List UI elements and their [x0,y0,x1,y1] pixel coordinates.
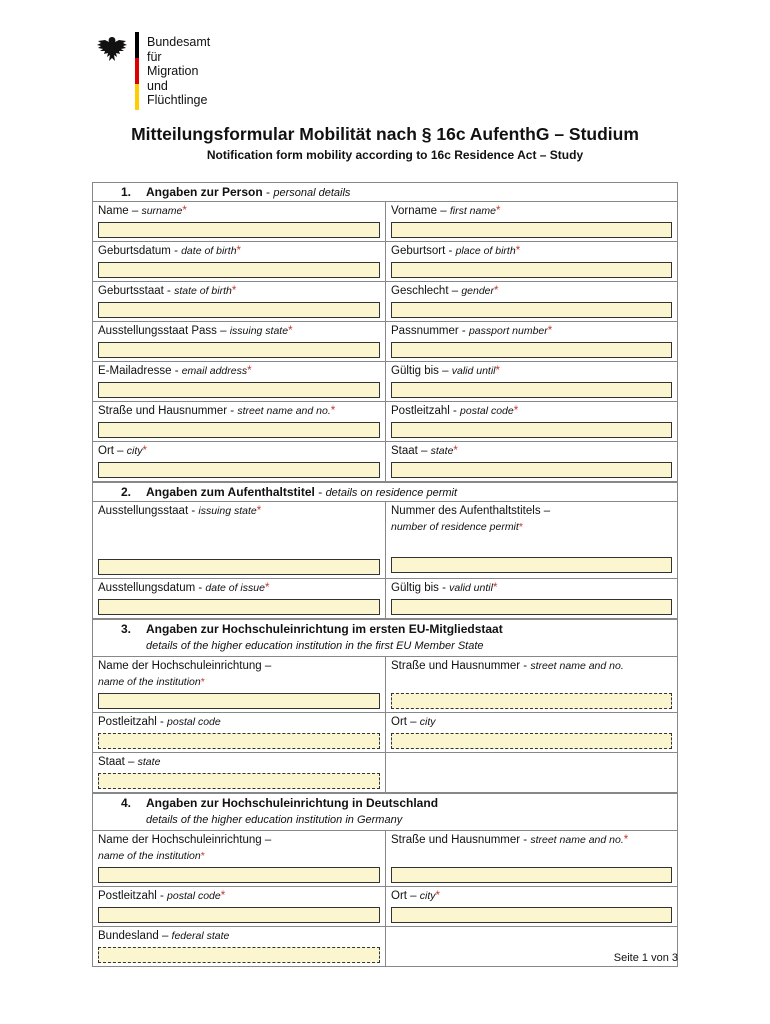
label-en: postal code [167,890,221,902]
label-de: Straße und Hausnummer - [391,834,531,846]
rp-valid-input[interactable] [391,599,672,615]
required-mark: * [220,890,226,902]
eu-city-input[interactable] [391,733,672,749]
de-federal-input[interactable] [98,947,380,963]
surname-label [98,204,380,219]
de-city-label [391,889,672,904]
eu-state-input[interactable] [98,773,380,789]
required-mark: * [256,505,262,517]
label-de: Ort – [391,716,420,728]
page-title: Mitteilungsformular Mobilität nach § 16c AufenthG – Studium [131,124,639,144]
logo-line-2: für Migration [147,49,199,78]
label-de: Postleitzahl - [98,890,168,902]
pass-number-input[interactable] [391,342,672,358]
label-de: Geburtsort - [391,245,456,257]
de-postal-input[interactable] [98,907,380,923]
rp-number-label-en [391,519,672,535]
street-label [98,404,380,419]
street-input[interactable] [98,422,380,438]
required-mark: * [513,405,519,417]
de-federal-label [98,929,380,944]
section-title-de: Angaben zur Hochschuleinrichtung im ersten EU-Mitgliedstaat [146,622,503,636]
label-en: passport number [468,325,548,337]
email-label [98,364,380,379]
rp-valid-label [391,581,672,596]
section-title-en: details of the higher education institution in the first EU Member State [146,640,484,652]
postal-label [391,404,672,419]
required-mark: * [288,325,293,337]
required-mark: * [200,676,205,688]
eu-street-label [391,659,672,674]
section-title [146,485,457,499]
rp-number-input[interactable] [391,557,672,573]
valid-until-label [391,364,672,379]
label-de: E-Mailadresse - [98,365,182,377]
eu-inst-label: Name der Hochschuleinrichtung – [98,660,272,672]
de-city-cell [386,887,677,926]
section-number: 4. [121,796,132,810]
required-mark: * [494,285,499,297]
label-de: Geburtsstaat - [98,285,175,297]
rp-issue-label [98,581,380,596]
rp-valid-cell [386,579,677,618]
label-en: first name [449,205,496,217]
label-de: Gültig bis - [391,582,450,594]
required-mark: * [142,445,147,457]
de-street-cell [386,831,677,886]
label-en: city [419,716,436,728]
label-de: Postleitzahl - [391,405,461,417]
label-en: email address [181,365,248,377]
label-en: date of birth [181,245,237,257]
de-inst-cell [93,831,386,886]
label-en: city [126,445,143,457]
eu-state-cell [93,753,386,792]
page-number: Seite 1 von 3 [613,952,678,964]
section-title-en: details of the higher education institution in Germany [146,814,403,826]
birth-place-input[interactable] [391,262,672,278]
required-mark: * [495,365,500,377]
section-title [146,796,438,810]
label-en: state of birth [174,285,232,297]
label-en: street name and no. [237,405,331,417]
separator: - [314,485,326,499]
city-input[interactable] [98,462,380,478]
form-row [93,887,677,927]
gender-label [391,284,672,299]
label-en: date of issue [205,582,265,594]
eu-street-input[interactable] [391,693,672,709]
form-row [93,402,677,442]
form-row [93,282,677,322]
label-de: Ort – [98,445,127,457]
city-label [98,444,380,459]
section-number: 3. [121,622,132,636]
section-2-header [93,482,677,502]
rp-state-cell [93,502,386,578]
eu-inst-input[interactable] [98,693,380,709]
first-name-label [391,204,672,219]
required-mark: * [623,834,629,846]
section-title-de: Angaben zur Hochschuleinrichtung in Deutschland [146,796,439,810]
label-en: state [430,445,454,457]
label-en: gender [461,285,495,297]
section-title-en: details on residence permit [325,487,458,499]
form-row [93,202,677,242]
form-row [93,753,677,793]
postal-input[interactable] [391,422,672,438]
surname-input[interactable] [98,222,380,238]
federal-eagle-icon [95,34,129,66]
form-row [93,502,677,579]
page-subtitle: Notification form mobility according to 16c Residence Act – Study [206,148,584,162]
logo-text [147,35,210,108]
form-row [93,362,677,402]
label-de: Straße und Hausnummer - [98,405,238,417]
required-mark: * [330,405,336,417]
label-de: Staat – [98,756,138,768]
de-federal-cell [93,927,386,966]
section-1-header [93,183,677,202]
valid-until-input[interactable] [391,382,672,398]
required-mark: * [231,285,237,297]
first-name-input[interactable] [391,222,672,238]
city-cell [93,442,386,481]
label-en: federal state [171,930,230,942]
eu-street-cell [386,657,677,712]
form-row [93,927,677,966]
label-en: place of birth [455,245,516,257]
de-city-input[interactable] [391,907,672,923]
de-inst-label: Name der Hochschuleinrichtung – [98,834,272,846]
required-mark: * [492,582,498,594]
section-title [146,622,503,636]
logo-line-3: und Flüchtlinge [147,78,208,107]
state-cell [386,442,677,481]
label-en: valid until [449,582,493,594]
birth-state-cell [93,282,386,321]
label-de: Straße und Hausnummer - [391,660,531,672]
form-row [93,713,677,753]
de-street-input[interactable] [391,867,672,883]
required-mark: * [435,890,440,902]
label-en: postal code [460,405,514,417]
required-mark: * [182,205,187,217]
eu-postal-input[interactable] [98,733,380,749]
logo-line-1: Bundesamt [147,35,211,49]
section-title-en: personal details [273,187,351,199]
section-number: 1. [121,185,132,199]
label-de: Gültig bis – [391,365,452,377]
separator: - [262,185,274,199]
notification-form [92,182,678,967]
section-number: 2. [121,485,132,499]
rp-issue-input[interactable] [98,599,380,615]
birth-state-label [98,284,380,299]
required-mark: * [495,205,501,217]
rp-state-input[interactable] [98,559,380,575]
label-de: Bundesland – [98,930,172,942]
label-en: surname [141,205,183,217]
eu-inst-cell [93,657,386,712]
label-de: Ort – [391,890,420,902]
birth-date-input[interactable] [98,262,380,278]
eu-postal-label [98,715,380,730]
required-mark: * [200,850,205,862]
label-de: Ausstellungsstaat - [98,505,199,517]
rp-issue-cell [93,579,386,618]
form-row [93,657,677,713]
label-de: Postleitzahl - [98,716,168,728]
rp-number-cell [386,502,677,578]
eu-state-label [98,755,380,770]
section-title-de: Angaben zur Person [146,185,263,199]
rp-number-label: Nummer des Aufenthaltstitels – [391,505,551,517]
eu-city-cell [386,713,677,752]
form-row [93,322,677,362]
label-de: Passnummer - [391,325,469,337]
de-postal-label [98,889,380,904]
pass-number-label [391,324,672,339]
gender-cell [386,282,677,321]
label-en: state [137,756,161,768]
form-row [93,579,677,619]
label-en: postal code [167,716,221,728]
label-de: Ausstellungsdatum - [98,582,206,594]
label-en: issuing state [198,505,257,517]
section-title [146,185,350,199]
first-name-cell [386,202,677,241]
de-inst-label-en [98,848,380,864]
birth-date-cell [93,242,386,281]
label-en: street name and no. [530,660,624,672]
label-en: street name and no. [530,834,624,846]
required-mark: * [247,365,252,377]
german-flag-bar [135,32,139,110]
de-street-label [391,833,672,848]
birth-state-input[interactable] [98,302,380,318]
rp-state-label [98,504,380,519]
label-en: name of the institution [98,676,201,688]
required-mark: * [547,325,553,337]
section-3-header [93,619,677,657]
pass-number-cell [386,322,677,361]
eu-postal-cell [93,713,386,752]
state-input[interactable] [391,462,672,478]
birth-place-cell [386,242,677,281]
email-input[interactable] [98,382,380,398]
surname-cell [93,202,386,241]
valid-until-cell [386,362,677,401]
pass-state-input[interactable] [98,342,380,358]
eu-inst-label-en [98,674,380,690]
state-label [391,444,672,459]
required-mark: * [264,582,270,594]
pass-state-cell [93,322,386,361]
form-row [93,242,677,282]
label-en: issuing state [229,325,289,337]
required-mark: * [453,445,458,457]
section-4-header [93,793,677,831]
label-en: number of residence permit [391,521,519,533]
label-de: Staat – [391,445,431,457]
required-mark: * [236,245,242,257]
gender-input[interactable] [391,302,672,318]
de-inst-input[interactable] [98,867,380,883]
label-de: Ausstellungsstaat Pass – [98,325,230,337]
email-cell [93,362,386,401]
required-mark: * [518,521,523,533]
label-en: name of the institution [98,850,201,862]
label-en: city [419,890,436,902]
birth-place-label [391,244,672,259]
eu-city-label [391,715,672,730]
de-postal-cell [93,887,386,926]
label-de: Name – [98,205,142,217]
label-en: valid until [451,365,496,377]
form-row [93,831,677,887]
street-cell [93,402,386,441]
empty-cell [386,753,677,792]
birth-date-label [98,244,380,259]
postal-cell [386,402,677,441]
label-de: Geschlecht – [391,285,462,297]
label-de: Vorname – [391,205,450,217]
section-title-de: Angaben zum Aufenthaltstitel [146,485,315,499]
pass-state-label [98,324,380,339]
form-row [93,442,677,482]
label-de: Geburtsdatum - [98,245,182,257]
required-mark: * [515,245,521,257]
